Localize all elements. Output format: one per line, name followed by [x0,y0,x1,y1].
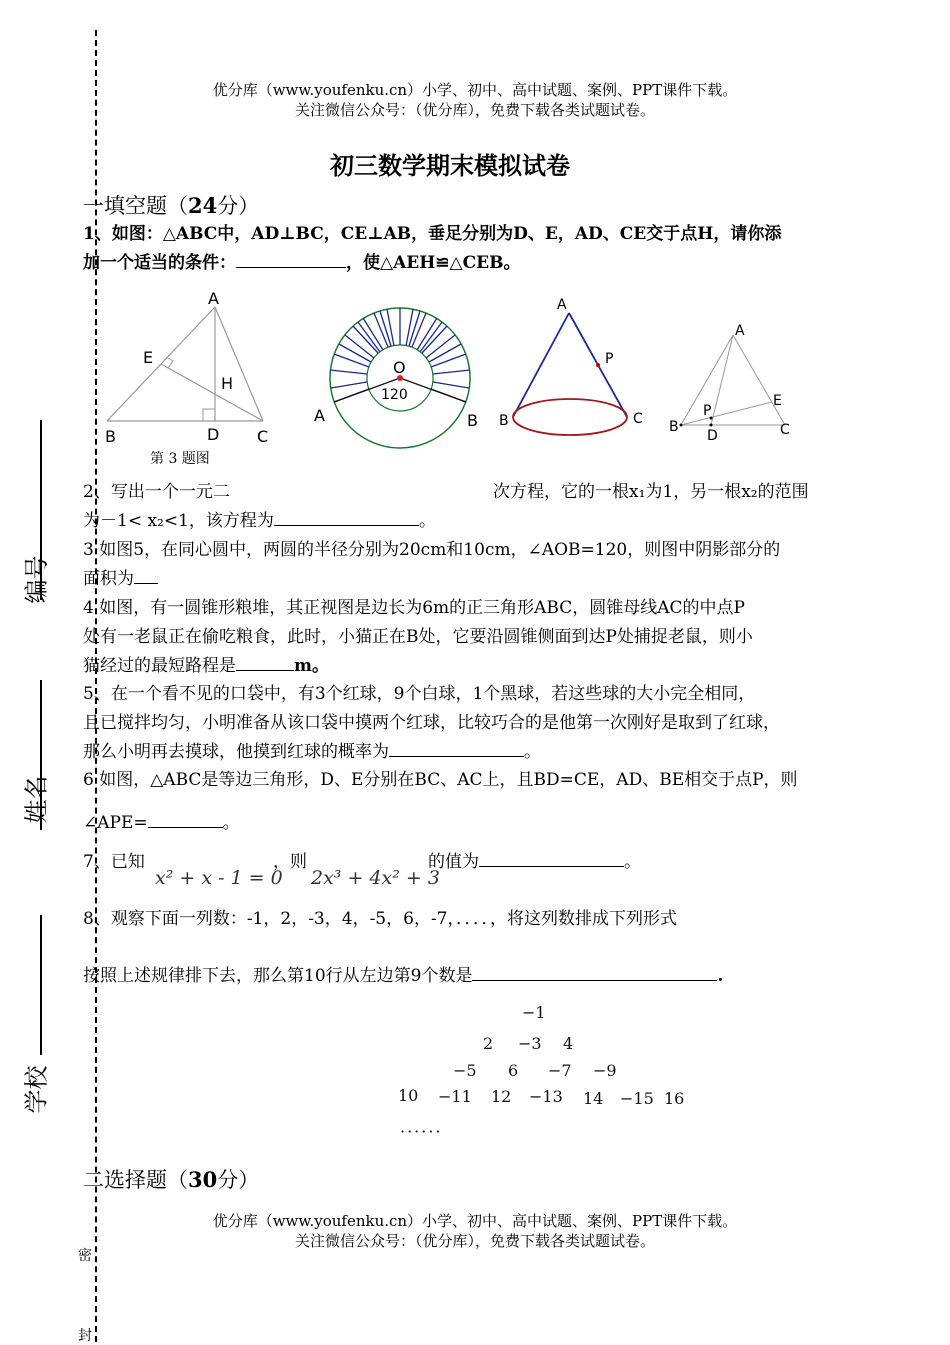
triangle-row-1: −1 [522,1003,546,1022]
fig2-label-a: A [314,406,325,425]
fig3-label-p: P [605,351,614,367]
question-4 [83,594,883,681]
fig3-label-c: C [633,411,643,427]
q6-line2: ∠APE= 。 [83,813,240,833]
section-2-heading: 二选择题（30分） [83,1167,260,1192]
fig4-label-c: C [780,422,790,438]
triangle-row-4-item: −11 [438,1087,472,1106]
q7-equation: x² + x - 1 = 0 [155,867,283,889]
fig4-label-b: B [669,419,679,435]
question-1 [83,220,883,278]
q8-line1: 8、观察下面一列数：-1，2，-3，4，-5，6，-7，．．．．，将这列数排成下列形式 [83,909,678,929]
question-3 [83,536,883,594]
fig4-label-a: A [735,323,745,339]
triangle-row-2-item: 2 [483,1034,494,1053]
triangle-row-2-item: −3 [518,1034,542,1053]
triangle-row-4-item: 10 [398,1086,419,1105]
q2-part1: 2、写出一个一元二 [83,482,230,502]
question-6 [83,766,883,838]
q8-line2: 按照上述规律排下去，那么第10行从左边第9个数是 . [83,966,724,986]
fig1-label-c: C [257,427,269,446]
fig4-label-d: D [707,428,718,444]
mi-label: 密 [78,1248,92,1264]
q4-line3: 猫经过的最短路程是 m。 [83,656,329,676]
fig3-label-b: B [499,413,509,429]
section-1-heading: 一填空题（24分） [83,193,260,218]
fig2-angle: 120 [381,387,408,403]
figure-triangle-abc [105,289,268,467]
question-5 [83,680,883,767]
fig1-label-a: A [208,289,219,308]
header-line-2: 关注微信公众号：（优分库），免费下载各类试题试卷。 [294,101,655,119]
figure-concentric-circles [314,308,478,448]
question-8 [83,905,883,991]
fig1-label-e: E [143,348,154,367]
triangle-row-3-item: 6 [508,1061,519,1080]
q6-line1: 6 如图，△ABC是等边三角形，D、E分别在BC、AC上，且BD=CE，AD、BE相交于点P，则 [83,770,798,790]
q7-answer-blank[interactable] [479,866,624,867]
q4-line2: 处有一老鼠正在偷吃粮食，此时，小猫正在B处，它要沿圆锥侧面到达P处捕捉老鼠，则小 [83,627,753,647]
footer-line-1: 优分库（www.youfenku.cn）小学、初中、高中试题、案例、PPT课件下载。 [212,1212,738,1230]
q7-mid: ，则 [273,852,307,872]
q5-line3: 那么小明再去摸球，他摸到红球的概率为 。 [83,742,541,762]
footer-line-2: 关注微信公众号：（优分库），免费下载各类试题试卷。 [294,1232,655,1250]
q4-answer-blank[interactable] [236,670,294,671]
figures-row [95,285,915,470]
fig1-label-d: D [207,425,220,444]
q5-line2: 且已搅拌均匀，小明准备从该口袋中摸两个红球，比较巧合的是他第一次刚好是取到了红球， [83,713,780,733]
triangle-row-4-item: −13 [529,1087,563,1106]
q7-pre: 7、已知 [83,852,145,872]
figure-cone [499,297,643,435]
q1-line1: 1、如图：△ABC中，AD⊥BC，CE⊥AB，垂足分别为D、E，AD、CE交于点H，请你添 [83,224,782,244]
triangle-row-4-item: 12 [491,1087,512,1106]
fig3-label-a: A [557,297,567,313]
fig1-label-h: H [221,374,234,393]
q3-answer-blank[interactable] [134,583,158,584]
fig2-label-o: O [393,358,406,377]
triangle-row-3-item: −7 [548,1061,572,1080]
q8-answer-blank[interactable] [472,980,717,981]
q7-expression: 2x³ + 4x² + 3 [311,867,440,889]
q2-line2: 为－1< x₂<1，该方程为 。 [83,511,436,531]
number-label: 编号 [22,555,51,604]
triangle-row-4-item: 16 [664,1089,685,1108]
triangle-row-3-item: −9 [593,1061,617,1080]
triangle-row-4-item: 14 [583,1089,604,1108]
q3-line2: 面积为 [83,565,883,594]
triangle-row-4-item: −15 [620,1089,654,1108]
triangle-row-2-item: 4 [563,1034,574,1053]
q5-line1: 5、在一个看不见的口袋中，有3个红球，9个白球，1个黑球，若这些球的大小完全相同， [83,684,756,704]
header-line-1: 优分库（www.youfenku.cn）小学、初中、高中试题、案例、PPT课件下载。 [212,81,738,99]
fig1-caption: 第 3 题图 [150,451,210,467]
question-7 [83,848,883,893]
q6-answer-blank[interactable] [148,827,223,828]
fig1-label-b: B [105,427,116,446]
q2-part2: 次方程，它的一根x₁为1，另一根x₂的范围 [493,482,809,502]
figure-equilateral-triangle [669,323,790,444]
fig2-label-b: B [467,411,478,430]
q3-line1: 3 如图5，在同心圆中，两圆的半径分别为20cm和10cm，∠AOB=120，则图中阴影部分的 [83,540,781,560]
page-title: 初三数学期末模拟试卷 [330,152,570,180]
q2-answer-blank[interactable] [274,525,419,526]
q1-answer-blank[interactable] [236,267,346,268]
fig4-label-e: E [773,393,782,409]
q1-line2: 加一个适当的条件： ，使△AEH≌△CEB。 [83,253,521,273]
name-label: 姓名 [22,775,51,824]
school-label: 学校 [22,1065,51,1114]
q4-line1: 4 如图，有一圆锥形粮堆，其正视图是边长为6m的正三角形ABC，圆锥母线AC的中点P [83,598,745,618]
question-2 [83,478,883,536]
triangle-ellipsis: ······ [400,1122,443,1141]
fig4-label-p: P [703,403,712,419]
school-underline [40,915,42,1055]
q7-answer-line: 的值为 。 [428,852,641,872]
feng-label: 封 [78,1328,92,1344]
triangle-row-3-item: −5 [453,1061,477,1080]
q5-answer-blank[interactable] [389,756,524,757]
